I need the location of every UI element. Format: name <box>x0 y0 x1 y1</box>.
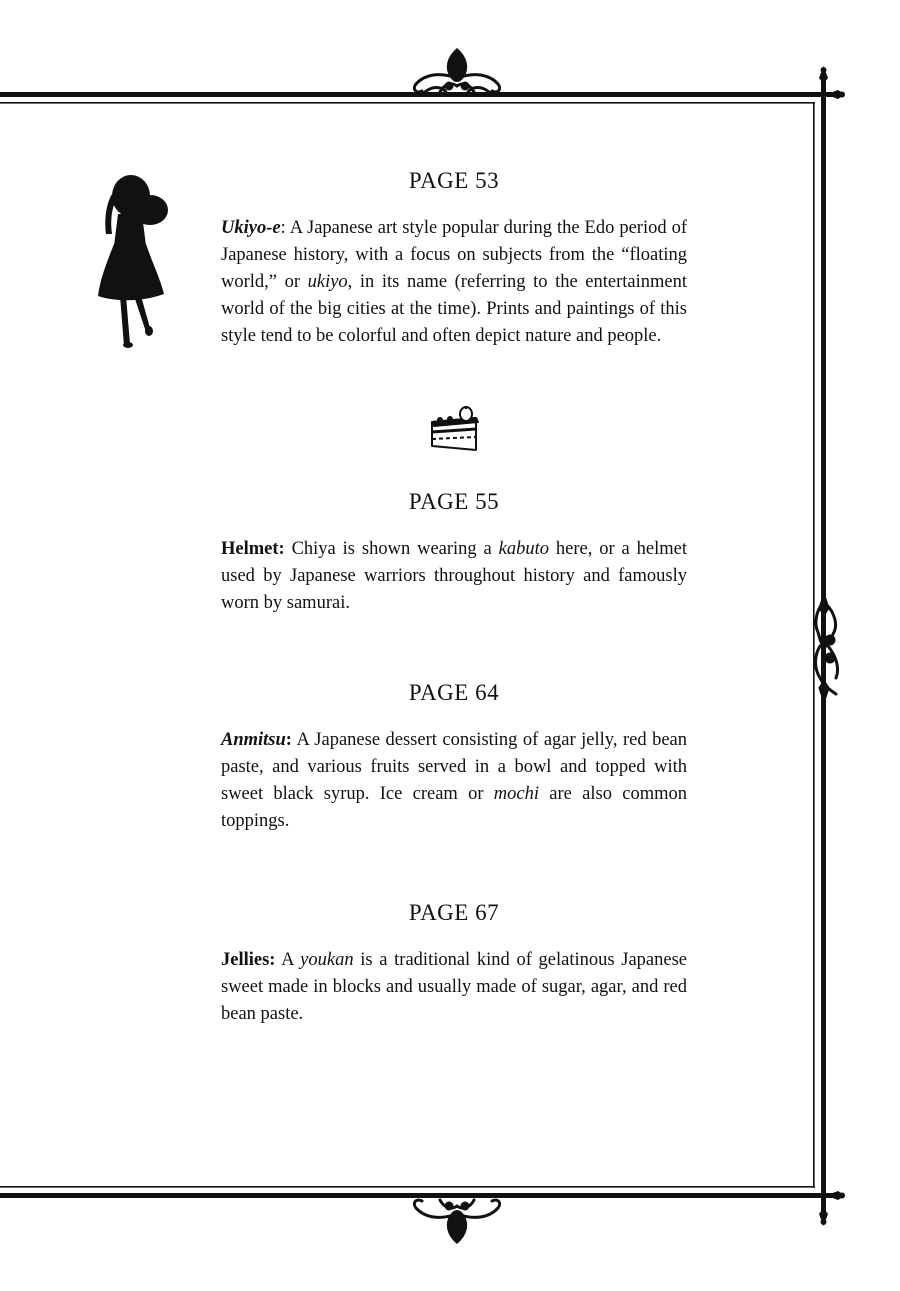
frame-bottom-inner-rule <box>0 1186 815 1188</box>
girl-silhouette-icon <box>88 168 178 353</box>
glossary-section-page-53 <box>221 168 687 350</box>
bottom-right-finial-icon <box>826 1191 845 1200</box>
glossary-section-page-55 <box>221 489 687 617</box>
glossary-term: Anmitsu <box>221 730 286 750</box>
frame-bottom-rule <box>0 1193 838 1198</box>
side-ornament-icon <box>816 596 838 700</box>
bottom-ornament-icon <box>414 1200 499 1242</box>
term-suffix: : <box>280 218 286 238</box>
top-ornament-icon <box>414 50 499 92</box>
entry-text: , in its name (referring to the entertainment world of the big cities at the time). Prints and paintings of this style tend to be colorful and often depict nature and people. <box>221 272 687 346</box>
entry-emphasis: ukiyo <box>307 272 348 292</box>
cake-slice-icon <box>426 406 482 458</box>
right-rule-top-finial-icon <box>819 66 828 84</box>
glossary-section-page-64 <box>221 680 687 835</box>
entry-text: here, or a helmet used by Japanese warriors throughout history and famously worn by samurai. <box>221 539 687 613</box>
page-heading: PAGE 55 <box>408 489 500 514</box>
top-right-finial-icon <box>826 90 845 99</box>
glossary-entry <box>221 536 687 617</box>
frame-top-inner-rule <box>0 102 815 104</box>
entry-text: Chiya is shown wearing a <box>284 539 499 559</box>
page-heading: PAGE 53 <box>408 168 500 193</box>
entry-text: A <box>275 950 301 970</box>
page-heading: PAGE 64 <box>408 680 500 705</box>
glossary-term: Helmet: <box>221 539 285 559</box>
glossary-section-page-67 <box>221 900 687 1028</box>
entry-emphasis: kabuto <box>498 539 550 559</box>
entry-emphasis: mochi <box>493 784 540 804</box>
entry-text: A Japanese art style popular during the Edo period of Japanese history, with a focus on subjects from the “floating world,” or <box>221 218 687 292</box>
entry-text: are also common toppings. <box>221 784 687 831</box>
entry-emphasis: youkan <box>300 950 354 970</box>
term-suffix: : <box>285 730 292 750</box>
glossary-term: Ukiyo-e <box>221 218 281 238</box>
entry-text: is a traditional kind of gelatinous Japanese sweet made in blocks and usually made of sugar, agar, and red bean paste. <box>221 950 687 1024</box>
frame-right-inner-rule <box>813 102 815 1188</box>
glossary-term: Jellies: <box>221 950 276 970</box>
glossary-entry <box>221 215 687 350</box>
page-heading: PAGE 67 <box>408 900 500 925</box>
glossary-entry <box>221 727 687 835</box>
entry-text: A Japanese dessert consisting of agar jelly, red bean paste, and various fruits served in a bowl and topped with sweet black syrup. Ice cream or <box>221 730 687 804</box>
glossary-entry <box>221 947 687 1028</box>
right-rule-bottom-finial-icon <box>819 1208 828 1226</box>
